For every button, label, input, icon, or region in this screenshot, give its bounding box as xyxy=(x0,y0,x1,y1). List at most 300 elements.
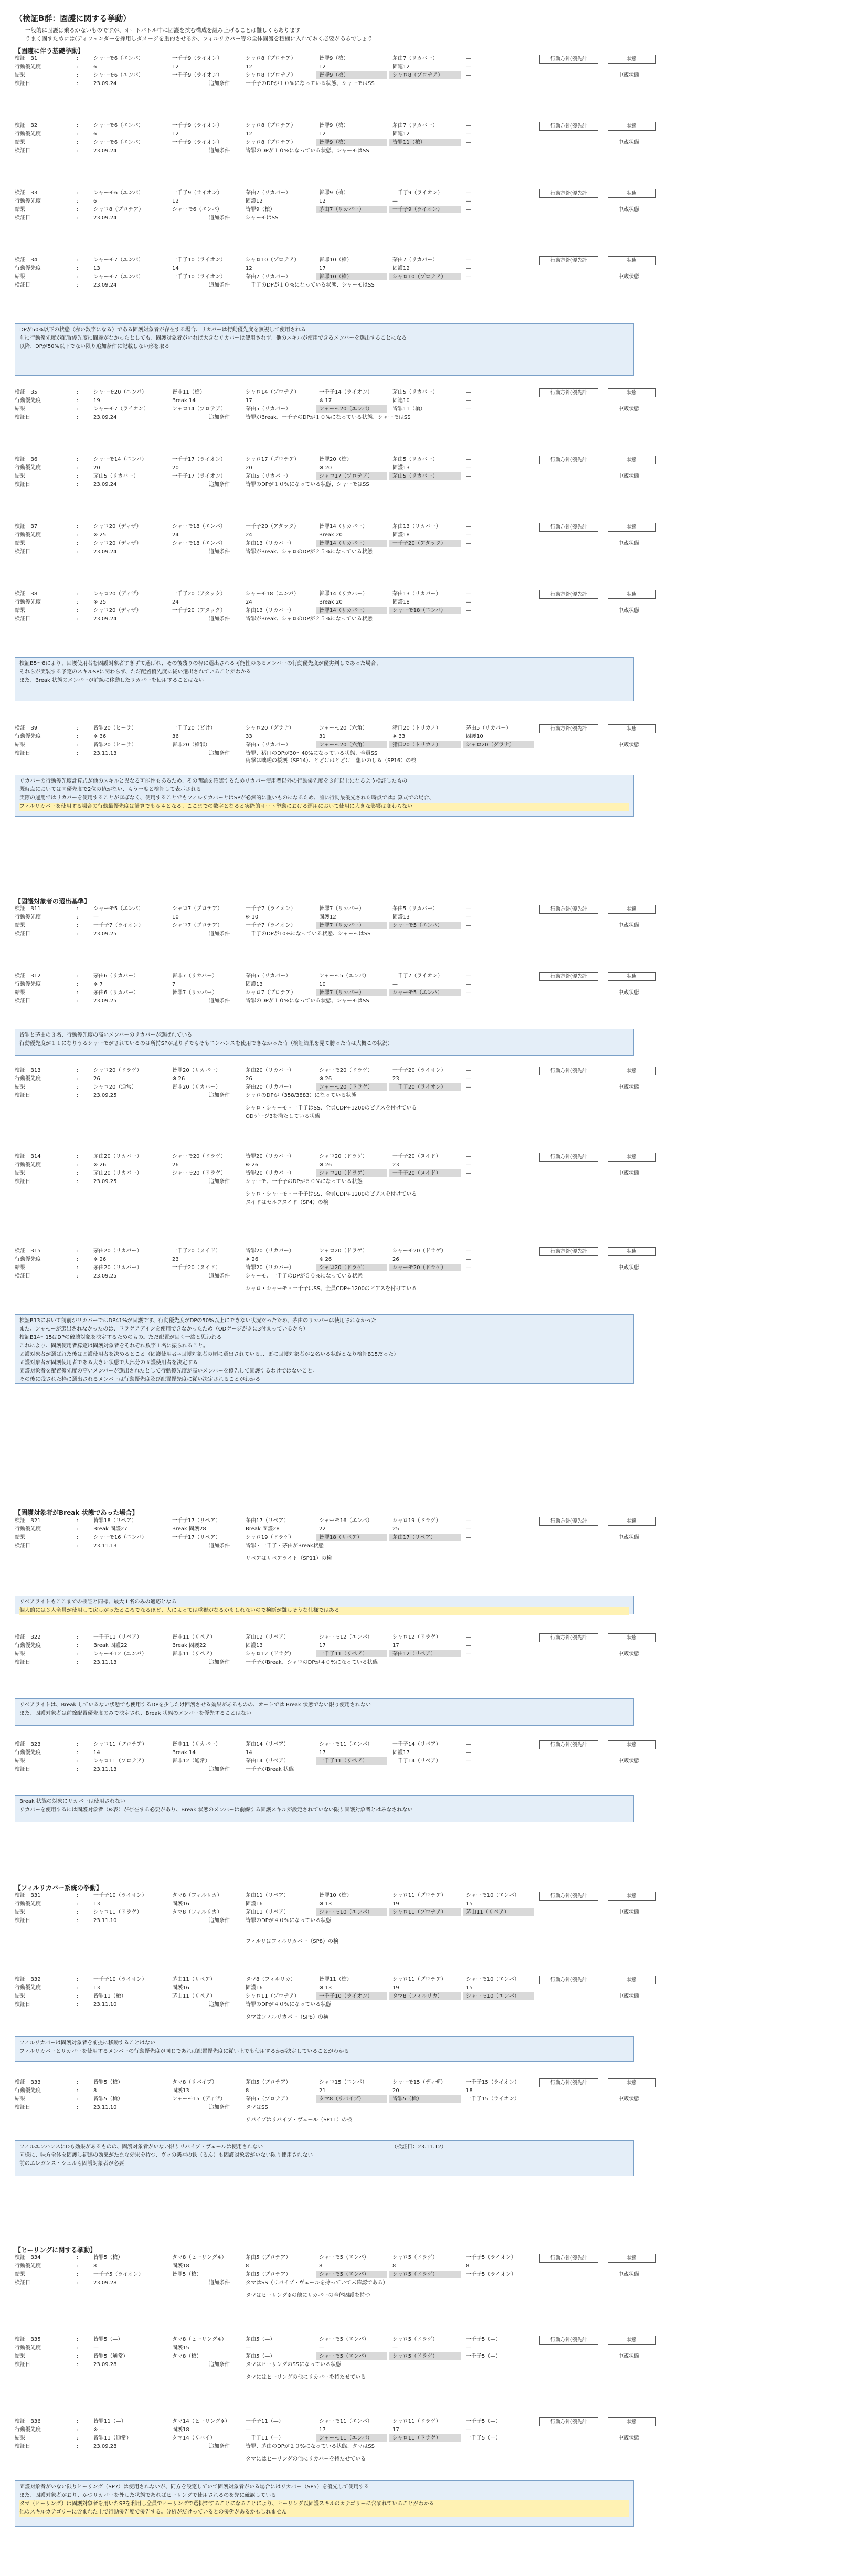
cell: 茅由5（リカバー） xyxy=(246,742,291,748)
cell: シャーモ20（六角） xyxy=(319,725,368,731)
colon: : xyxy=(77,2096,79,2102)
colon: : xyxy=(77,549,79,555)
row-label: 検証日 xyxy=(15,2105,30,2110)
speed-row xyxy=(15,913,644,921)
state-button[interactable]: 状態 xyxy=(608,2417,656,2426)
test-block xyxy=(15,972,844,1006)
cond-value: 皆罪、猪口のDPが30～40%になっている状態、全員SS xyxy=(246,751,378,756)
cell: 22 xyxy=(319,1526,326,1532)
calc-button[interactable]: 行動方針(優先計 xyxy=(539,388,598,397)
cell: 8 xyxy=(246,2088,249,2094)
cell: シャロ19（ドラゲ） xyxy=(246,1535,294,1540)
cell: シャーモ6（エンパ） xyxy=(172,207,222,213)
note-line: また、Break 状態のメンバーが前線に移動したリカバーを使用することはない xyxy=(19,678,204,683)
row-label: 結果 xyxy=(15,990,25,996)
cell: 一千子5（ライオン） xyxy=(466,2272,516,2277)
cell-state: 中蔵状態 xyxy=(618,541,639,546)
colon: : xyxy=(77,1543,79,1549)
cell: 皆罪20（ヒーラ） xyxy=(93,742,137,748)
cell: 15 xyxy=(466,1985,473,1991)
cell: 一千子14（リペア） xyxy=(392,1758,441,1764)
cell: シャロ7（プロテア） xyxy=(172,923,223,928)
date-value: 23.09.24 xyxy=(93,81,117,87)
extra-condition xyxy=(15,1199,644,1207)
calc-button[interactable]: 行動方針(優先計 xyxy=(539,1976,598,1984)
cell: — xyxy=(466,1518,471,1524)
row-label: 行動優先度 xyxy=(15,465,41,471)
cell: 一千子20（ライオン） xyxy=(392,1068,447,1073)
date-row xyxy=(15,1659,644,1666)
colon: : xyxy=(77,608,79,614)
date-row xyxy=(15,2001,644,2009)
date-row xyxy=(15,930,644,938)
state-button[interactable]: 状態 xyxy=(608,1067,656,1075)
cell: 皆罪5（通常） xyxy=(93,2353,129,2359)
calc-button[interactable]: 行動方針(優先計 xyxy=(539,55,598,64)
cell: 茅由7（リカバー） xyxy=(392,123,438,129)
result-row xyxy=(15,922,644,930)
cell: 25 xyxy=(392,1526,399,1532)
cell: — xyxy=(466,2345,471,2351)
speed-row xyxy=(15,1075,644,1083)
cell: 17 xyxy=(319,1750,326,1756)
note-line: リカバーの行動優先度計算式が他のスキルと異なる可能性もあるため、その問題を確認するためリカバー使用者以外の行動優先度を３前以上になるよう検証したもの xyxy=(19,778,408,784)
cell: — xyxy=(466,591,471,597)
cell: ※ — xyxy=(93,2427,105,2433)
colon: : xyxy=(77,482,79,488)
cell: — xyxy=(466,140,471,145)
result-row xyxy=(15,2434,644,2442)
cond-label: 追加条件 xyxy=(209,1179,230,1185)
colon: : xyxy=(77,1741,79,1747)
cond-value: 一千子のDPが10%になっている状態、シャーモはSS xyxy=(246,931,371,937)
calc-button[interactable]: 行動方針(優先計 xyxy=(539,1633,598,1642)
state-button[interactable]: 状態 xyxy=(608,2254,656,2263)
calc-button[interactable]: 行動方針(優先計 xyxy=(539,590,598,599)
colon: : xyxy=(77,524,79,530)
speed-row xyxy=(15,2344,644,2352)
test-block xyxy=(15,1740,844,1774)
cell: 皆罪5（槍） xyxy=(93,2255,123,2261)
row-label: 結果 xyxy=(15,1909,25,1915)
cell: 茅由7（リカバー） xyxy=(392,257,438,263)
result-row xyxy=(15,2095,644,2103)
cell-state: 中蔵状態 xyxy=(618,274,639,280)
calc-button[interactable]: 行動方針(優先計 xyxy=(539,122,598,131)
cond-label: 追加条件 xyxy=(209,2002,230,2008)
note-line: フィルリカバーは固護対象者を前提に移動することはない xyxy=(19,2040,156,2046)
cell: — xyxy=(246,2345,251,2351)
cell: ※ 33 xyxy=(392,734,406,740)
note-box xyxy=(15,2140,634,2176)
extra-condition xyxy=(15,757,644,765)
date-row xyxy=(15,615,644,623)
cell: 茅由5（リカバー） xyxy=(392,389,438,395)
cond-value: シャーモ、一千子のDPが５０%になっている状態 xyxy=(246,1273,363,1279)
cell: — xyxy=(466,1265,471,1271)
cell: 10 xyxy=(172,914,179,920)
calc-button[interactable]: 行動方針(優先計 xyxy=(539,2336,598,2345)
row-label: 検証 B34 xyxy=(15,2255,41,2261)
extra-condition-text: ODゲージ3を満たしている状態 xyxy=(246,1114,320,1120)
state-button[interactable]: 状態 xyxy=(608,1247,656,1256)
state-button[interactable]: 状態 xyxy=(608,1153,656,1162)
cell-state: 中蔵状態 xyxy=(618,1993,639,1999)
date-row xyxy=(15,214,644,222)
speed-row xyxy=(15,397,644,405)
cell: シャロ14（プロテア） xyxy=(172,406,226,412)
note-line: 同様に、味方全体を固護し初遂の効果がたまな効果を持つ、ヴッの楽補の鉄（るん）も固護対象者がいない限り使用されない xyxy=(19,2152,313,2158)
state-button[interactable]: 状態 xyxy=(608,2336,656,2345)
row-label: 結果 xyxy=(15,207,25,213)
cell: シャーモ14（エンパ） xyxy=(93,457,147,462)
row-label: 検証日 xyxy=(15,415,30,420)
cell: 皆罪9（槍） xyxy=(319,123,349,129)
calc-button[interactable]: 行動方針(優先計 xyxy=(539,972,598,981)
row-label: 結果 xyxy=(15,2096,25,2102)
cond-value: 皆罪・一千子・茅由がBreak状態 xyxy=(246,1543,324,1549)
cell: — xyxy=(466,398,471,404)
cell: 一千子20（アタック） xyxy=(246,524,300,530)
cell: 23 xyxy=(392,1076,399,1082)
note-box xyxy=(15,1795,634,1822)
cell: 皆罪11（通常） xyxy=(93,2435,132,2441)
cell: シャーモ11（エンパ） xyxy=(319,1741,373,1747)
state-button[interactable]: 状態 xyxy=(608,189,656,198)
cell: タマ8（槍） xyxy=(172,2353,202,2359)
calc-button[interactable]: 行動方針(優先計 xyxy=(539,1740,598,1749)
cell: 茅由7（リカバー） xyxy=(392,56,438,61)
cell: 7 xyxy=(172,981,176,987)
calc-button[interactable]: 行動方針(優先計 xyxy=(539,189,598,198)
cell: 一千子14（リペア） xyxy=(392,1741,441,1747)
colon: : xyxy=(77,1651,79,1657)
result-row xyxy=(15,989,644,997)
cell: 皆罪7（リカバー） xyxy=(172,973,218,979)
calc-button[interactable]: 行動方針(優先計 xyxy=(539,456,598,464)
state-button[interactable]: 状態 xyxy=(608,388,656,397)
calc-button[interactable]: 行動方針(優先計 xyxy=(539,1247,598,1256)
state-button[interactable]: 状態 xyxy=(608,1740,656,1749)
extra-condition xyxy=(15,2292,644,2299)
test-block xyxy=(15,724,844,758)
cell: シャロ5（ドラゲ） xyxy=(392,2337,438,2342)
cell: 18 xyxy=(466,2088,473,2094)
date-row xyxy=(15,481,644,489)
colon: : xyxy=(77,1170,79,1176)
test-block xyxy=(15,388,844,422)
cell: 一千子5（—） xyxy=(466,2337,501,2342)
colon: : xyxy=(77,64,79,70)
row-label: 検証 B35 xyxy=(15,2337,41,2342)
row-label: 検証 B8 xyxy=(15,591,38,597)
state-button[interactable]: 状態 xyxy=(608,905,656,914)
state-button[interactable]: 状態 xyxy=(608,256,656,265)
cell: 茅由11（リペア） xyxy=(466,1909,509,1915)
cell: 茅由5（リカバー） xyxy=(392,906,438,912)
cell: 皆罪14（リカバー） xyxy=(319,524,368,530)
state-button[interactable]: 状態 xyxy=(608,1892,656,1901)
cell: 皆罪10（槍） xyxy=(319,1893,352,1898)
state-button[interactable]: 状態 xyxy=(608,590,656,599)
date-value: 23.11.10 xyxy=(93,2002,117,2008)
calc-button[interactable]: 行動方針(優先計 xyxy=(539,724,598,733)
cell: シャーモ20（ドラゲ） xyxy=(392,1265,447,1271)
cell: 茅由6（リカバー） xyxy=(93,990,139,996)
colon: : xyxy=(77,931,79,937)
cell: 茅由11（リペア） xyxy=(172,1993,216,1999)
note-line: 検証B5～8により、固護使用者を固護対象者すぎずて選ばれ、その後残りの枠に選出される可能性のあるメンバーの行動優先度が優劣判しであった場合、 xyxy=(19,661,381,667)
cell: Break 14 xyxy=(172,398,196,404)
cell: 皆罪11（リペア） xyxy=(172,1651,216,1657)
extra-condition-text: シャロ・シャーモ・一千子はSS、全員CDP+1200のビアスを付けている xyxy=(246,1105,417,1111)
row-label: 検証日 xyxy=(15,81,30,87)
cell: — xyxy=(466,1076,471,1082)
colon: : xyxy=(77,1248,79,1254)
cell: 猪口20（トリカノ） xyxy=(392,742,441,748)
cell: 17 xyxy=(246,398,252,404)
cell: 36 xyxy=(172,734,179,740)
row-label: 検証日 xyxy=(15,1918,30,1924)
colon: : xyxy=(77,906,79,912)
cond-label: 追加条件 xyxy=(209,215,230,221)
row-label: 結果 xyxy=(15,2353,25,2359)
note-line: フィルリカバーとリカバーを使用するメンバーの行動優先度が同じであれば配置優先度に従い上でも使用するかが決定していることがわかる xyxy=(19,2049,349,2054)
test-block xyxy=(15,2417,844,2451)
colon: : xyxy=(77,2272,79,2277)
speed-row xyxy=(15,1161,644,1169)
note-line: これにより、固護使用者算定は固護対象者をそれぞれ数字１名に振られること。 xyxy=(19,1343,208,1349)
date-value: 23.09.28 xyxy=(93,2362,117,2368)
note-line: 個人的には３人全員が使用して戻しがったところでなるほど、人によっては重視がなるかもしれないので検断が難しそうな仕様ではある xyxy=(19,1607,629,1615)
note-line: DPが50%以下の状態（赤い数字になる）である固護対象者が存在する場合、リカバーは行動優先度を無視して使用される xyxy=(19,327,306,333)
cond-label: 追加条件 xyxy=(209,282,230,288)
colon: : xyxy=(77,1660,79,1665)
cond-label: 追加条件 xyxy=(209,1093,230,1099)
cell: 固護13 xyxy=(392,465,410,471)
row-label: 行動優先度 xyxy=(15,981,41,987)
cell: シャロ20（ディザ） xyxy=(93,524,142,530)
colon: : xyxy=(77,2345,79,2351)
row-label: 検証日 xyxy=(15,1179,30,1185)
date-value: 23.09.24 xyxy=(93,549,117,555)
colon: : xyxy=(77,1643,79,1649)
cell: 皆罪5（—） xyxy=(93,2337,123,2342)
cell: 一千子15（ライオン） xyxy=(466,2096,520,2102)
cell: 茅由6（リカバー） xyxy=(93,973,139,979)
row-label: 結果 xyxy=(15,1993,25,1999)
cell: タマ8（リバイブ） xyxy=(172,2079,217,2085)
cond-label: 追加条件 xyxy=(209,1918,230,1924)
colon: : xyxy=(77,266,79,271)
row-label: 結果 xyxy=(15,742,25,748)
cell: 固護18 xyxy=(172,2263,189,2269)
calc-button[interactable]: 行動方針(優先計 xyxy=(539,1517,598,1526)
cell: — xyxy=(466,973,471,979)
cell: — xyxy=(466,524,471,530)
cell: ※ 26 xyxy=(246,1257,259,1262)
cell: シャロ20（グラナ） xyxy=(466,742,515,748)
cell: ※ 25 xyxy=(93,599,107,605)
cell: 26 xyxy=(246,1076,252,1082)
date-row xyxy=(15,281,644,289)
cell: 皆罪20（リカバー） xyxy=(172,1068,221,1073)
cell: 一千子7（ライオン） xyxy=(392,973,443,979)
cell-state: 中蔵状態 xyxy=(618,2096,639,2102)
state-button[interactable]: 状態 xyxy=(608,1633,656,1642)
cell: — xyxy=(466,1634,471,1640)
row-label: 結果 xyxy=(15,1170,25,1176)
cell: シャーモ20（ドラゲ） xyxy=(319,1068,373,1073)
calc-button[interactable]: 行動方針(優先計 xyxy=(539,1067,598,1075)
colon: : xyxy=(77,599,79,605)
cell: 固護10 xyxy=(466,734,483,740)
cell: — xyxy=(466,990,471,996)
cell: 19 xyxy=(392,1901,399,1907)
date-row xyxy=(15,1092,644,1100)
note-line: 固護対象者が固護使用者である大きい状態で大部分の固護使用者を決定する xyxy=(19,1360,198,1366)
calc-button[interactable]: 行動方針(優先計 xyxy=(539,1892,598,1901)
cond-label: 追加条件 xyxy=(209,616,230,622)
test-block xyxy=(15,1247,844,1281)
cell: 14 xyxy=(246,1750,252,1756)
row-label: 検証日 xyxy=(15,616,30,622)
cell: シャロ8（プロテア） xyxy=(246,56,296,61)
cell: 皆罪7（リカバー） xyxy=(319,923,365,928)
note-line: 固護対象者を配置優先度の高いメンバーが選出されたとして行動優先度が高いメンバーを優先して固護するわけではないこと。 xyxy=(19,1368,318,1374)
cell: ※ 10 xyxy=(246,914,259,920)
colon: : xyxy=(77,465,79,471)
cell: — xyxy=(466,465,471,471)
cell: 皆罪20（リカバー） xyxy=(246,1265,294,1271)
cell: — xyxy=(466,1084,471,1090)
row-label: 結果 xyxy=(15,1651,25,1657)
cell: シャーモ18（エンパ） xyxy=(172,541,226,546)
cond-value: 皆罪のDPが４０%になっている状態 xyxy=(246,1918,332,1924)
cond-value: 皆罪、茅由のDPが２０%になっている状態、タマはSS xyxy=(246,2444,375,2450)
cell: 一千子11（—） xyxy=(246,2435,284,2441)
cell: 8 xyxy=(93,2263,97,2269)
test-block xyxy=(15,905,844,938)
cell: 茅由5（—） xyxy=(246,2353,275,2359)
cell: シャーモ6（エンパ） xyxy=(93,72,144,78)
cell: — xyxy=(392,2345,398,2351)
cell: — xyxy=(319,2345,324,2351)
cell: 12 xyxy=(246,131,252,137)
cell: 一千子20（アタック） xyxy=(172,591,226,597)
note-line: その後に残された枠に選出されるメンバーは行動優先度及び配置優先度に従い決定されることがわかる xyxy=(19,1377,261,1382)
cell: ※ 20 xyxy=(319,465,332,471)
state-button[interactable]: 状態 xyxy=(608,55,656,64)
state-button[interactable]: 状態 xyxy=(608,456,656,464)
cell: 13 xyxy=(93,1985,100,1991)
colon: : xyxy=(77,616,79,622)
cell: 皆罪9（槍） xyxy=(319,190,349,196)
state-button[interactable]: 状態 xyxy=(608,2078,656,2087)
cond-value: タマはSS（リバイブ・ヴェールを持っていて未確認である） xyxy=(246,2280,388,2286)
cell: 茅由5（リカバー） xyxy=(93,473,139,479)
state-button[interactable]: 状態 xyxy=(608,972,656,981)
colon: : xyxy=(77,591,79,597)
extra-condition xyxy=(15,1113,644,1121)
cell: 一千子10（ライオン） xyxy=(172,257,226,263)
cell: 茅由5（リカバー） xyxy=(246,473,291,479)
note-box xyxy=(15,1698,634,1726)
date-row xyxy=(15,2443,644,2451)
cell: シャーモ18（エンパ） xyxy=(392,608,446,614)
date-value: 23.09.24 xyxy=(93,215,117,221)
colon: : xyxy=(77,734,79,740)
cell: タマ8（フィルリカ） xyxy=(392,1993,443,1999)
cell: シャロ20（ディザ） xyxy=(93,591,142,597)
cell: 茅由20（リカバー） xyxy=(93,1154,142,1159)
cell: 33 xyxy=(246,734,252,740)
colon: : xyxy=(77,1535,79,1540)
row-label: 検証日 xyxy=(15,1660,30,1665)
cell: シャーモ10（エンパ） xyxy=(466,1993,519,1999)
state-button[interactable]: 状態 xyxy=(608,1976,656,1984)
calc-button[interactable]: 行動方針(優先計 xyxy=(539,2078,598,2087)
cond-value: 皆罪がBreak、シャロのDPが２５%になっている状態 xyxy=(246,616,373,622)
calc-button[interactable]: 行動方針(優先計 xyxy=(539,2254,598,2263)
row-label: 結果 xyxy=(15,72,25,78)
cell: 皆罪20（リカバー） xyxy=(172,1084,221,1090)
speed-row xyxy=(15,598,644,606)
colon: : xyxy=(77,457,79,462)
row-label: 行動優先度 xyxy=(15,914,41,920)
state-button[interactable]: 状態 xyxy=(608,724,656,733)
state-button[interactable]: 状態 xyxy=(608,122,656,131)
calc-button[interactable]: 行動方針(優先計 xyxy=(539,905,598,914)
row-label: 検証 B14 xyxy=(15,1154,41,1159)
cell: シャーモ5（エンパ） xyxy=(319,973,369,979)
extra-condition-text: ヌイドはセルフヌイド（SP4）の検 xyxy=(246,1200,328,1206)
date-row xyxy=(15,2279,644,2287)
cell: 一千子14（ライオン） xyxy=(319,389,373,395)
colon: : xyxy=(77,1985,79,1991)
cell: — xyxy=(466,1162,471,1168)
calc-button[interactable]: 行動方針(優先計 xyxy=(539,2417,598,2426)
result-row xyxy=(15,1083,644,1091)
speed-row xyxy=(15,980,644,988)
cell: — xyxy=(466,198,471,204)
calc-button[interactable]: 行動方針(優先計 xyxy=(539,1153,598,1162)
cell: 19 xyxy=(392,1985,399,1991)
cell: — xyxy=(466,190,471,196)
row-label: 検証 B9 xyxy=(15,725,38,731)
colon: : xyxy=(77,1162,79,1168)
cell: 茅由13（リカバー） xyxy=(392,524,441,530)
cell: 一千子9（ライオン） xyxy=(172,72,222,78)
cell: シャロ8（プロテア） xyxy=(246,140,296,145)
row-label: 検証 B33 xyxy=(15,2079,41,2085)
state-button[interactable]: 状態 xyxy=(608,1517,656,1526)
result-row xyxy=(15,1534,644,1542)
cell: 8 xyxy=(392,2263,396,2269)
calc-button[interactable]: 行動方針(優先計 xyxy=(539,523,598,532)
row-label: 行動優先度 xyxy=(15,1901,41,1907)
cell: 固護18 xyxy=(392,532,410,538)
result-row xyxy=(15,607,644,615)
cell: 一千子10（ライオン） xyxy=(93,1893,147,1898)
cell: 一千子20（アタック） xyxy=(392,541,447,546)
extra-condition xyxy=(15,2013,644,2021)
cell: 茅由5（リカバー） xyxy=(466,725,512,731)
cell: 皆罪10（槍） xyxy=(319,274,352,280)
state-button[interactable]: 状態 xyxy=(608,523,656,532)
cell: 一千子20（ヌイド） xyxy=(172,1248,221,1254)
calc-button[interactable]: 行動方針(優先計 xyxy=(539,256,598,265)
